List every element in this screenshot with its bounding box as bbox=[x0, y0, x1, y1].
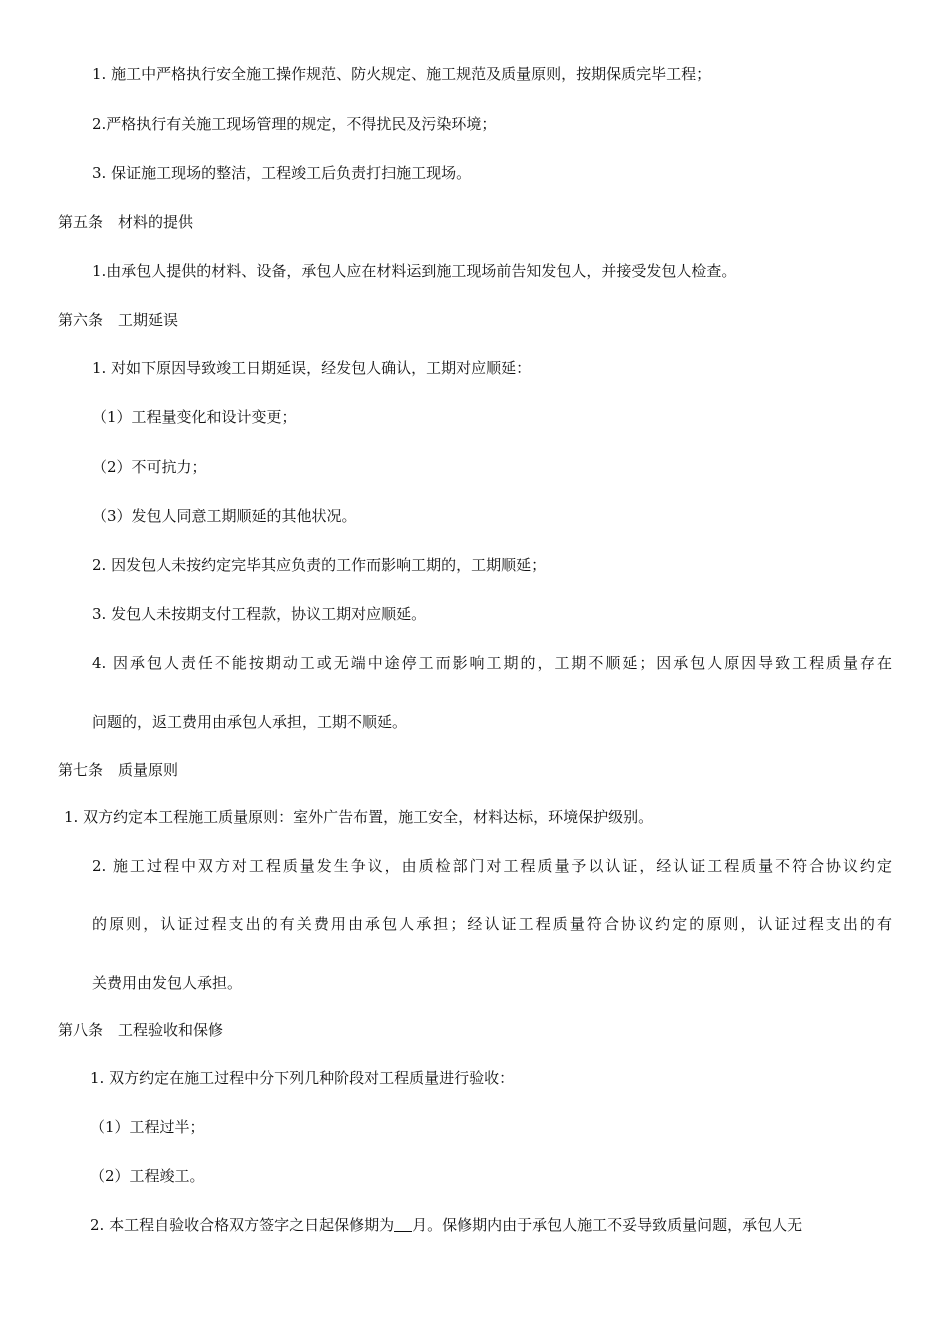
paragraph: 2. 施工过程中双方对工程质量发生争议，由质检部门对工程质量予以认证，经认证工程质量不符合协议约定 bbox=[92, 857, 892, 875]
blank-underline bbox=[394, 1217, 412, 1232]
paragraph: 2.严格执行有关施工现场管理的规定，不得扰民及污染环境； bbox=[92, 115, 497, 133]
paragraph: 2. 因发包人未按约定完毕其应负责的工作而影响工期的，工期顺延； bbox=[92, 556, 547, 574]
paragraph: 1. 双方约定本工程施工质量原则：室外广告布置，施工安全，材料达标，环境保护级别。 bbox=[64, 808, 654, 826]
paragraph: 1.由承包人提供的材料、设备，承包人应在材料运到施工现场前告知发包人，并接受发包人检查。 bbox=[92, 262, 737, 280]
list-item: （2）工程竣工。 bbox=[90, 1167, 205, 1185]
paragraph: 3. 保证施工现场的整洁，工程竣工后负责打扫施工现场。 bbox=[92, 164, 472, 182]
paragraph-continuation: 关费用由发包人承担。 bbox=[92, 974, 243, 992]
section-heading: 第六条 工期延误 bbox=[58, 311, 179, 329]
list-item: （3）发包人同意工期顺延的其他状况。 bbox=[92, 507, 357, 525]
list-item: （2）不可抗力； bbox=[92, 458, 207, 476]
paragraph bbox=[90, 1215, 802, 1235]
paragraph-continuation: 的原则，认证过程支出的有关费用由承包人承担；经认证工程质量符合协议约定的原则，认证过程支出的有 bbox=[92, 915, 892, 933]
paragraph: 4. 因承包人责任不能按期动工或无端中途停工而影响工期的，工期不顺延；因承包人原因导致工程质量存在 bbox=[92, 654, 892, 672]
paragraph: 1. 双方约定在施工过程中分下列几种阶段对工程质量进行验收： bbox=[90, 1069, 515, 1087]
section-heading: 第五条 材料的提供 bbox=[58, 213, 194, 231]
section-heading: 第七条 质量原则 bbox=[58, 761, 179, 779]
paragraph: 3. 发包人未按期支付工程款，协议工期对应顺延。 bbox=[92, 605, 427, 623]
list-item: （1）工程过半； bbox=[90, 1118, 205, 1136]
paragraph-continuation: 问题的，返工费用由承包人承担，工期不顺延。 bbox=[92, 713, 408, 731]
list-item: （1）工程量变化和设计变更； bbox=[92, 408, 297, 426]
section-heading: 第八条 工程验收和保修 bbox=[58, 1021, 224, 1039]
paragraph: 1. 施工中严格执行安全施工操作规范、防火规定、施工规范及质量原则，按期保质完毕工程； bbox=[92, 65, 712, 83]
paragraph: 1. 对如下原因导致竣工日期延误，经发包人确认，工期对应顺延： bbox=[92, 359, 532, 377]
text-before-blank: 2. 本工程自验收合格双方签字之日起保修期为 bbox=[90, 1216, 395, 1234]
text-after-blank: 月。保修期内由于承包人施工不妥导致质量问题，承包人无 bbox=[412, 1216, 803, 1234]
